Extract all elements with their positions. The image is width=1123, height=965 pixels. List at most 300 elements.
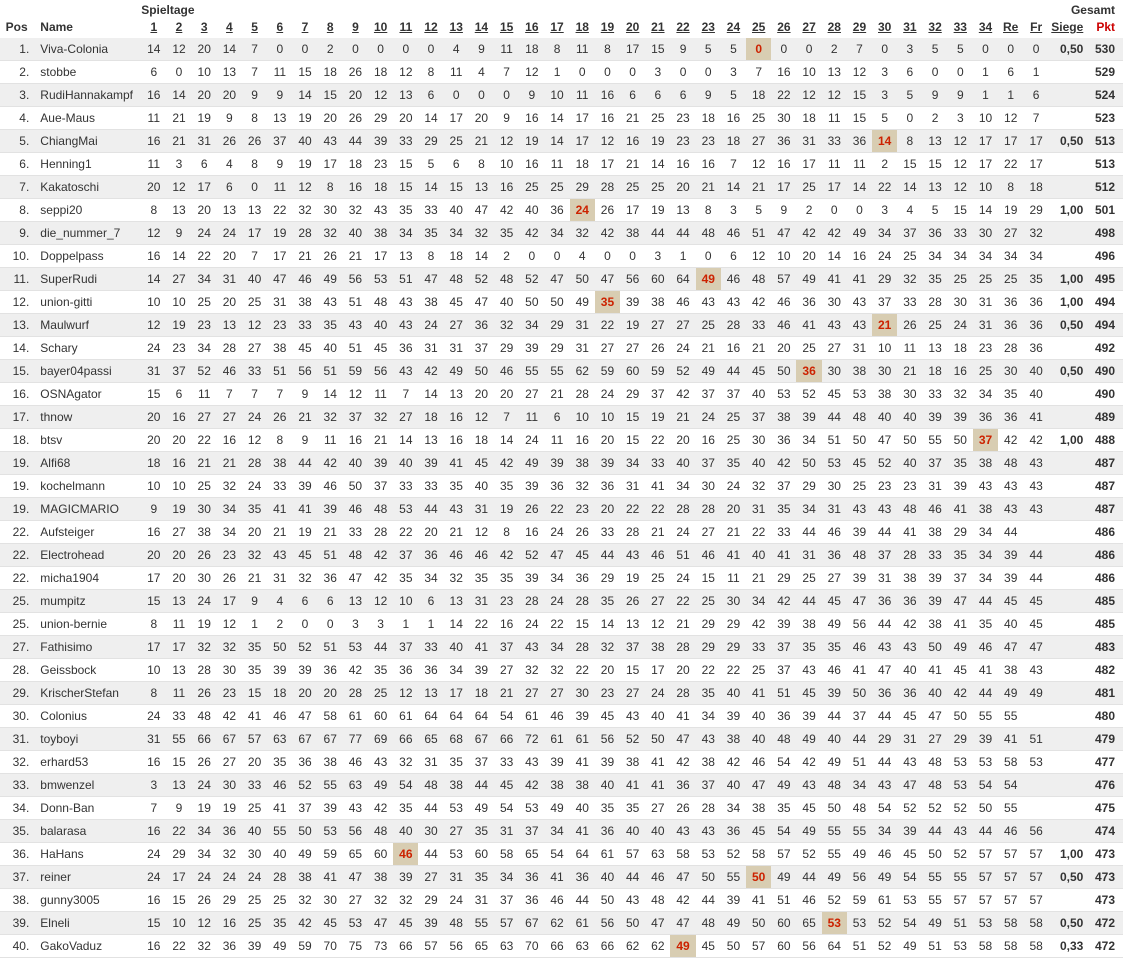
matchday-score-cell: 64: [822, 934, 847, 957]
matchday-score-cell: 51: [948, 911, 973, 934]
matchday-score-cell: 46: [847, 635, 872, 658]
matchday-34-header-link[interactable]: 34: [978, 19, 993, 34]
matchday-score-cell: 15: [897, 152, 922, 175]
matchday-score-cell: 28: [696, 796, 721, 819]
matchday-score-cell: 25: [973, 359, 998, 382]
position-cell: 19.: [0, 474, 33, 497]
siege-cell: [1049, 175, 1087, 198]
matchday-4-header-link[interactable]: 4: [226, 19, 233, 34]
matchday-14-header-link[interactable]: 14: [474, 19, 489, 34]
matchday-score-cell: 18: [418, 405, 443, 428]
matchday-score-cell: 53: [343, 911, 368, 934]
standings-row: [0, 175, 1123, 198]
matchday-score-cell: 34: [872, 819, 897, 842]
matchday-score-cell: 31: [922, 474, 947, 497]
matchday-score-cell: 17: [242, 221, 267, 244]
matchday-score-cell: 56: [595, 911, 620, 934]
matchday-score-cell: 43: [822, 313, 847, 336]
matchday-score-cell: 35: [267, 750, 292, 773]
player-name: stobbe: [33, 60, 141, 83]
matchday-score-cell: 16: [141, 129, 166, 152]
matchday-score-cell: 37: [645, 382, 670, 405]
matchday-29-header-link[interactable]: 29: [852, 19, 867, 34]
matchday-8-header-link[interactable]: 8: [326, 19, 334, 34]
matchday-score-cell: 25: [368, 681, 393, 704]
matchday-score-cell: 35: [796, 635, 821, 658]
matchday-score-cell: 35: [771, 796, 796, 819]
matchday-32-header-link[interactable]: 32: [928, 19, 942, 34]
matchday-score-cell: 6: [141, 60, 166, 83]
matchday-score-cell: 29: [721, 635, 746, 658]
matchday-score-cell: 39: [897, 819, 922, 842]
matchday-score-cell: 53: [822, 451, 847, 474]
fr-score-cell: 29: [1023, 198, 1049, 221]
matchday-score-cell: 24: [645, 681, 670, 704]
re-score-cell: 44: [998, 520, 1023, 543]
matchday-score-cell: 62: [570, 359, 595, 382]
matchday-score-cell: 16: [444, 428, 469, 451]
fr-score-cell: 58: [1023, 934, 1049, 957]
matchday-score-cell: 52: [292, 635, 317, 658]
matchday-score-cell: 16: [670, 152, 695, 175]
player-name: die_nummer_7: [33, 221, 141, 244]
matchday-score-cell: 44: [696, 888, 721, 911]
matchday-score-cell: 25: [922, 313, 947, 336]
matchday-score-cell: 67: [469, 727, 494, 750]
matchday-score-cell: 22: [645, 497, 670, 520]
matchday-score-cell: 5: [897, 83, 922, 106]
standings-row: [0, 520, 1123, 543]
matchday-score-cell: 66: [544, 934, 569, 957]
total-points-cell: 481: [1087, 681, 1123, 704]
standings-row: [0, 37, 1123, 60]
matchday-score-cell: 48: [696, 911, 721, 934]
matchday-score-cell: 38: [973, 451, 998, 474]
matchday-28-header-link[interactable]: 28: [827, 19, 841, 34]
matchday-score-cell: 24: [242, 474, 267, 497]
matchday-21-header-link[interactable]: 21: [651, 19, 665, 34]
matchday-score-cell: 32: [570, 474, 595, 497]
matchday-score-cell: 17: [645, 658, 670, 681]
total-points-cell: 473: [1087, 865, 1123, 888]
matchday-score-cell: 27: [494, 658, 519, 681]
standings-row: [0, 382, 1123, 405]
matchday-score-cell: 41: [973, 658, 998, 681]
matchday-score-cell: 24: [217, 221, 242, 244]
matchday-score-cell: 15: [242, 681, 267, 704]
re-score-cell: 41: [998, 727, 1023, 750]
matchday-score-cell: 30: [192, 566, 217, 589]
matchday-score-cell: 13: [418, 428, 443, 451]
matchday-score-cell: 26: [217, 129, 242, 152]
matchday-score-cell: 27: [444, 313, 469, 336]
matchday-score-cell: 56: [444, 934, 469, 957]
matchday-score-cell: 9: [292, 382, 317, 405]
matchday-score-cell: 25: [242, 290, 267, 313]
fr-score-cell: 43: [1023, 451, 1049, 474]
matchday-score-cell: 14: [721, 175, 746, 198]
matchday-score-cell: 32: [494, 313, 519, 336]
matchday-score-cell: 55: [267, 819, 292, 842]
standings-row: [0, 911, 1123, 934]
matchday-score-cell: 36: [897, 681, 922, 704]
matchday-6-header-link[interactable]: 6: [276, 19, 284, 34]
matchday-score-cell: 16: [494, 175, 519, 198]
matchday-score-cell: 31: [796, 129, 821, 152]
position-cell: 39.: [0, 911, 33, 934]
matchday-score-cell: 42: [217, 704, 242, 727]
matchday-3-header-link[interactable]: 3: [200, 19, 208, 34]
matchday-score-cell: 27: [696, 520, 721, 543]
matchday-score-cell: 14: [897, 175, 922, 198]
matchday-score-cell: 27: [444, 819, 469, 842]
matchday-score-cell: 53: [696, 842, 721, 865]
matchday-score-cell: 57: [494, 911, 519, 934]
standings-row: [0, 566, 1123, 589]
matchday-score-cell: 44: [620, 865, 645, 888]
re-column-header-link[interactable]: Re: [1003, 19, 1019, 34]
matchday-score-cell: 24: [418, 313, 443, 336]
matchday-score-cell: 12: [948, 129, 973, 152]
matchday-score-cell: 37: [948, 566, 973, 589]
matchday-score-cell: 39: [292, 658, 317, 681]
matchday-score-cell: 42: [796, 221, 821, 244]
matchday-score-cell: 12: [595, 129, 620, 152]
matchday-score-cell: 34: [192, 842, 217, 865]
matchday-score-cell: 33: [897, 290, 922, 313]
player-name: erhard53: [33, 750, 141, 773]
player-name: union-bernie: [33, 612, 141, 635]
matchday-score-cell: 29: [872, 267, 897, 290]
matchday-score-cell: 37: [343, 405, 368, 428]
matchday-score-cell: 12: [217, 612, 242, 635]
matchday-30-header-link[interactable]: 30: [878, 19, 892, 34]
matchday-score-cell: 55: [948, 865, 973, 888]
matchday-score-cell: 45: [796, 681, 821, 704]
matchday-score-cell: 9: [141, 497, 166, 520]
header-spacer: [0, 0, 141, 17]
matchday-score-cell: 13: [166, 658, 191, 681]
matchday-score-cell: 43: [796, 773, 821, 796]
matchday-7-header-link[interactable]: 7: [301, 19, 309, 34]
matchday-score-cell: 39: [393, 865, 418, 888]
matchday-score-cell: 40: [242, 267, 267, 290]
matchday-18-header-link[interactable]: 18: [575, 19, 589, 34]
fr-score-cell: 56: [1023, 819, 1049, 842]
matchday-score-cell: 32: [393, 750, 418, 773]
matchday-10-header-link[interactable]: 10: [373, 19, 388, 34]
matchday-score-cell: 11: [267, 175, 292, 198]
matchday-score-cell: 70: [519, 934, 544, 957]
matchday-score-cell: 18: [444, 244, 469, 267]
matchday-score-cell: 68: [444, 727, 469, 750]
standings-row: [0, 865, 1123, 888]
matchday-score-cell: 48: [746, 267, 771, 290]
matchday-score-cell: 39: [796, 704, 821, 727]
re-score-cell: 19: [998, 198, 1023, 221]
matchday-score-cell: 28: [670, 635, 695, 658]
matchday-score-cell: 65: [418, 727, 443, 750]
matchday-score-cell: 33: [242, 773, 267, 796]
matchday-score-cell: 16: [620, 129, 645, 152]
matchday-score-cell: 15: [292, 60, 317, 83]
matchday-score-cell: 22: [393, 520, 418, 543]
matchday-score-cell: 17: [570, 129, 595, 152]
position-cell: 9.: [0, 221, 33, 244]
matchday-score-cell: 41: [544, 865, 569, 888]
matchday-score-cell: 48: [368, 819, 393, 842]
matchday-score-cell: 43: [519, 635, 544, 658]
matchday-score-cell: 23: [217, 681, 242, 704]
matchday-score-cell: 34: [217, 497, 242, 520]
matchday-score-cell: 24: [670, 336, 695, 359]
total-points-cell: 501: [1087, 198, 1123, 221]
matchday-score-cell: 36: [897, 589, 922, 612]
position-cell: 10.: [0, 244, 33, 267]
matchday-score-cell: 11: [847, 152, 872, 175]
matchday-score-cell: 28: [292, 221, 317, 244]
matchday-score-cell: 10: [494, 152, 519, 175]
re-score-cell: 38: [998, 658, 1023, 681]
matchday-score-cell: 48: [444, 911, 469, 934]
matchday-score-cell: 38: [771, 405, 796, 428]
matchday-score-cell: 8: [267, 428, 292, 451]
matchday-score-cell: 44: [822, 405, 847, 428]
matchday-score-cell: 3: [645, 244, 670, 267]
matchday-23-header-link[interactable]: 23: [701, 19, 715, 34]
matchday-score-cell: 24: [544, 520, 569, 543]
position-cell: 31.: [0, 727, 33, 750]
matchday-score-cell: 0: [822, 198, 847, 221]
siege-column-header-link[interactable]: Siege: [1051, 19, 1084, 34]
matchday-score-cell: 23: [973, 336, 998, 359]
matchday-score-cell: 42: [368, 796, 393, 819]
matchday-score-cell: 10: [973, 175, 998, 198]
matchday-score-cell: 32: [444, 566, 469, 589]
matchday-score-cell: 33: [746, 635, 771, 658]
matchday-score-cell: 42: [822, 221, 847, 244]
matchday-20-header-link[interactable]: 20: [625, 19, 640, 34]
matchday-score-cell: 49: [847, 221, 872, 244]
matchday-score-cell: 32: [544, 658, 569, 681]
matchday-score-cell: 36: [570, 566, 595, 589]
matchday-score-cell: 21: [343, 244, 368, 267]
siege-cell: [1049, 727, 1087, 750]
matchday-score-cell: 32: [292, 566, 317, 589]
matchday-score-cell: 6: [721, 244, 746, 267]
matchday-score-cell: 29: [595, 566, 620, 589]
matchday-score-cell: 37: [771, 658, 796, 681]
matchday-score-cell: 16: [847, 244, 872, 267]
matchday-score-cell: 45: [746, 819, 771, 842]
matchday-score-cell: 12: [746, 244, 771, 267]
matchday-9-header-link[interactable]: 9: [352, 19, 359, 34]
standings-row: [0, 796, 1123, 819]
matchday-score-cell: 40: [595, 773, 620, 796]
matchday-25-header-link[interactable]: 25: [751, 19, 766, 34]
total-points-cell: 487: [1087, 451, 1123, 474]
matchday-score-cell: 53: [519, 796, 544, 819]
matchday-score-cell: 54: [897, 911, 922, 934]
matchday-score-cell: 42: [670, 382, 695, 405]
matchday-score-cell: 12: [645, 612, 670, 635]
matchday-score-cell: 27: [595, 336, 620, 359]
position-cell: 37.: [0, 865, 33, 888]
matchday-score-cell: 34: [670, 474, 695, 497]
matchday-22-header-link[interactable]: 22: [676, 19, 690, 34]
matchday-score-cell: 3: [166, 152, 191, 175]
matchday-16-header-link[interactable]: 16: [525, 19, 539, 34]
matchday-score-cell: 26: [343, 106, 368, 129]
matchday-score-cell: 22: [620, 497, 645, 520]
matchday-1-header-link[interactable]: 1: [150, 19, 158, 34]
matchday-score-cell: 50: [746, 911, 771, 934]
matchday-score-cell: 2: [872, 152, 897, 175]
matchday-score-cell: 27: [620, 336, 645, 359]
matchday-score-cell: 6: [166, 382, 191, 405]
matchday-33-header-link[interactable]: 33: [953, 19, 967, 34]
matchday-31-header-link[interactable]: 31: [903, 19, 917, 34]
matchday-score-cell: 31: [746, 497, 771, 520]
matchday-score-cell: 33: [948, 221, 973, 244]
matchday-19-header-link[interactable]: 19: [600, 19, 615, 34]
matchday-score-cell: 27: [645, 589, 670, 612]
matchday-score-cell: 40: [292, 129, 317, 152]
matchday-score-cell: 34: [192, 267, 217, 290]
matchday-score-cell: 57: [746, 934, 771, 957]
re-score-cell: 28: [998, 336, 1023, 359]
fr-score-cell: 53: [1023, 750, 1049, 773]
matchday-score-cell: 57: [242, 727, 267, 750]
matchday-score-cell: 39: [418, 451, 443, 474]
matchday-score-cell: 21: [166, 106, 191, 129]
matchday-score-cell: 48: [645, 888, 670, 911]
matchday-score-cell: 3: [872, 60, 897, 83]
matchday-score-cell: 61: [544, 727, 569, 750]
matchday-score-cell: 16: [595, 83, 620, 106]
re-score-cell: 36: [998, 313, 1023, 336]
player-name: seppi20: [33, 198, 141, 221]
matchday-score-cell: 46: [292, 267, 317, 290]
matchday-score-cell: 9: [267, 83, 292, 106]
standings-row: [0, 83, 1123, 106]
matchday-score-cell: 11: [570, 37, 595, 60]
matchday-score-cell: 44: [595, 543, 620, 566]
matchday-score-cell: 54: [494, 796, 519, 819]
matchday-score-cell: 46: [318, 474, 343, 497]
matchday-score-cell: 5: [746, 198, 771, 221]
matchday-score-cell: 37: [696, 773, 721, 796]
matchday-17-header-link[interactable]: 17: [550, 19, 564, 34]
matchday-score-cell: 0: [847, 198, 872, 221]
matchday-score-cell: 47: [872, 658, 897, 681]
matchday-score-cell: 22: [570, 658, 595, 681]
matchday-score-cell: 53: [973, 750, 998, 773]
matchday-score-cell: 20: [595, 497, 620, 520]
fr-score-cell: [1023, 773, 1049, 796]
matchday-24-header-link[interactable]: 24: [726, 19, 741, 34]
matchday-score-cell: 45: [595, 704, 620, 727]
matchday-score-cell: 31: [822, 497, 847, 520]
position-cell: 11.: [0, 267, 33, 290]
matchday-score-cell: 34: [444, 221, 469, 244]
fr-score-cell: 44: [1023, 566, 1049, 589]
total-points-cell: 472: [1087, 911, 1123, 934]
matchday-score-cell: 17: [141, 635, 166, 658]
total-points-cell: 485: [1087, 589, 1123, 612]
matchday-5-header-link[interactable]: 5: [251, 19, 258, 34]
matchday-11-header-link[interactable]: 11: [399, 19, 413, 34]
matchday-score-cell: 17: [141, 566, 166, 589]
matchday-score-cell: 13: [166, 589, 191, 612]
matchday-score-cell: 30: [822, 290, 847, 313]
fr-score-cell: 36: [1023, 313, 1049, 336]
standings-row: [0, 336, 1123, 359]
matchday-score-cell: 38: [746, 796, 771, 819]
matchday-score-cell: 21: [696, 336, 721, 359]
matchday-score-cell: 29: [620, 382, 645, 405]
player-name: mumpitz: [33, 589, 141, 612]
matchday-score-cell: 33: [267, 474, 292, 497]
matchday-score-cell: 59: [645, 359, 670, 382]
matchday-score-cell: 39: [570, 704, 595, 727]
matchday-27-header-link[interactable]: 27: [802, 19, 816, 34]
matchday-score-cell: 34: [217, 520, 242, 543]
matchday-score-cell: 31: [141, 727, 166, 750]
standings-row: [0, 106, 1123, 129]
matchday-score-cell: 24: [192, 589, 217, 612]
player-name: ChiangMai: [33, 129, 141, 152]
matchday-score-cell: 27: [242, 336, 267, 359]
matchday-score-cell: 29: [948, 520, 973, 543]
matchday-score-cell: 31: [444, 865, 469, 888]
standings-row: [0, 497, 1123, 520]
fr-score-cell: 1: [1023, 60, 1049, 83]
siege-cell: [1049, 83, 1087, 106]
matchday-score-cell: 40: [822, 727, 847, 750]
matchday-score-cell: 49: [267, 934, 292, 957]
matchday-score-cell: 50: [973, 796, 998, 819]
matchday-score-cell: 13: [620, 612, 645, 635]
siege-cell: [1049, 221, 1087, 244]
matchday-score-cell: 20: [242, 520, 267, 543]
matchday-score-cell: 15: [620, 428, 645, 451]
matchday-2-header-link[interactable]: 2: [175, 19, 183, 34]
matchday-score-cell: 7: [141, 796, 166, 819]
matchday-score-cell: 12: [368, 589, 393, 612]
matchday-score-cell: 29: [696, 612, 721, 635]
matchday-13-header-link[interactable]: 13: [449, 19, 463, 34]
matchday-15-header-link[interactable]: 15: [499, 19, 514, 34]
matchday-score-cell: 29: [771, 566, 796, 589]
matchday-score-cell: 20: [771, 336, 796, 359]
standings-row: [0, 704, 1123, 727]
matchday-score-cell: 18: [519, 37, 544, 60]
matchday-score-cell: 28: [242, 451, 267, 474]
siege-cell: [1049, 635, 1087, 658]
matchday-score-cell: 30: [948, 290, 973, 313]
matchday-score-cell: 8: [595, 37, 620, 60]
matchday-26-header-link[interactable]: 26: [777, 19, 791, 34]
fr-column-header-link[interactable]: Fr: [1030, 19, 1043, 34]
matchday-score-cell: 18: [721, 129, 746, 152]
position-cell: 22.: [0, 543, 33, 566]
matchday-12-header-link[interactable]: 12: [424, 19, 438, 34]
player-name: thnow: [33, 405, 141, 428]
matchday-score-cell: 20: [141, 175, 166, 198]
matchday-score-cell: 16: [343, 428, 368, 451]
matchday-score-cell: 8: [418, 60, 443, 83]
